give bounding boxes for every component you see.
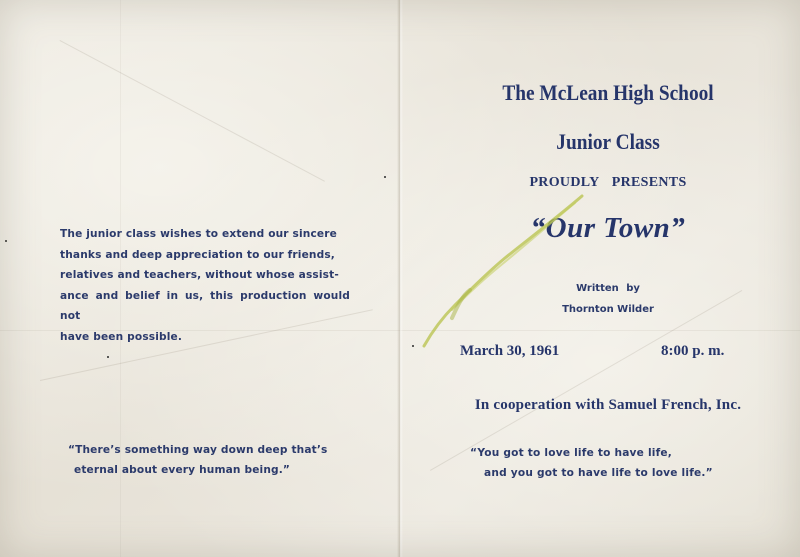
written-by: Written by [576, 283, 640, 294]
quote-line: “You got to love life to have life, [470, 447, 673, 459]
school-name: The McLean High School [502, 80, 714, 105]
thanks-line: have been possible. [60, 330, 183, 343]
presents-line: PROUDLY PRESENTS [529, 175, 687, 190]
ink-speck [5, 240, 7, 242]
left-quote [68, 440, 338, 480]
thanks-line: The junior class wishes to extend our sincere [60, 228, 337, 240]
cooperation-line: In cooperation with Samuel French, Inc. [474, 397, 742, 413]
thanks-line: ance and belief in us, this production would not [60, 289, 350, 322]
quote-line: eternal about every human being.” [74, 464, 291, 476]
ink-speck [384, 176, 386, 178]
right-quote [470, 443, 740, 483]
author-name: Thornton Wilder [562, 304, 654, 315]
play-title: “Our Town” [530, 212, 686, 244]
performance-time: 8:00 p. m. [661, 343, 725, 359]
quote-line: “There’s something way down deep that’s [68, 444, 328, 456]
performance-date: March 30, 1961 [460, 343, 560, 359]
class-name: Junior Class [556, 129, 660, 154]
quote-line: and you got to have life to love life.” [484, 467, 713, 479]
ink-speck [412, 345, 414, 347]
thanks-paragraph [60, 224, 350, 347]
thanks-line: thanks and deep appreciation to our friends, [60, 248, 335, 261]
thanks-line: relatives and teachers, without whose assist- [60, 269, 339, 281]
ink-speck [107, 356, 109, 358]
center-fold [397, 0, 403, 557]
paper-crease [60, 40, 325, 182]
